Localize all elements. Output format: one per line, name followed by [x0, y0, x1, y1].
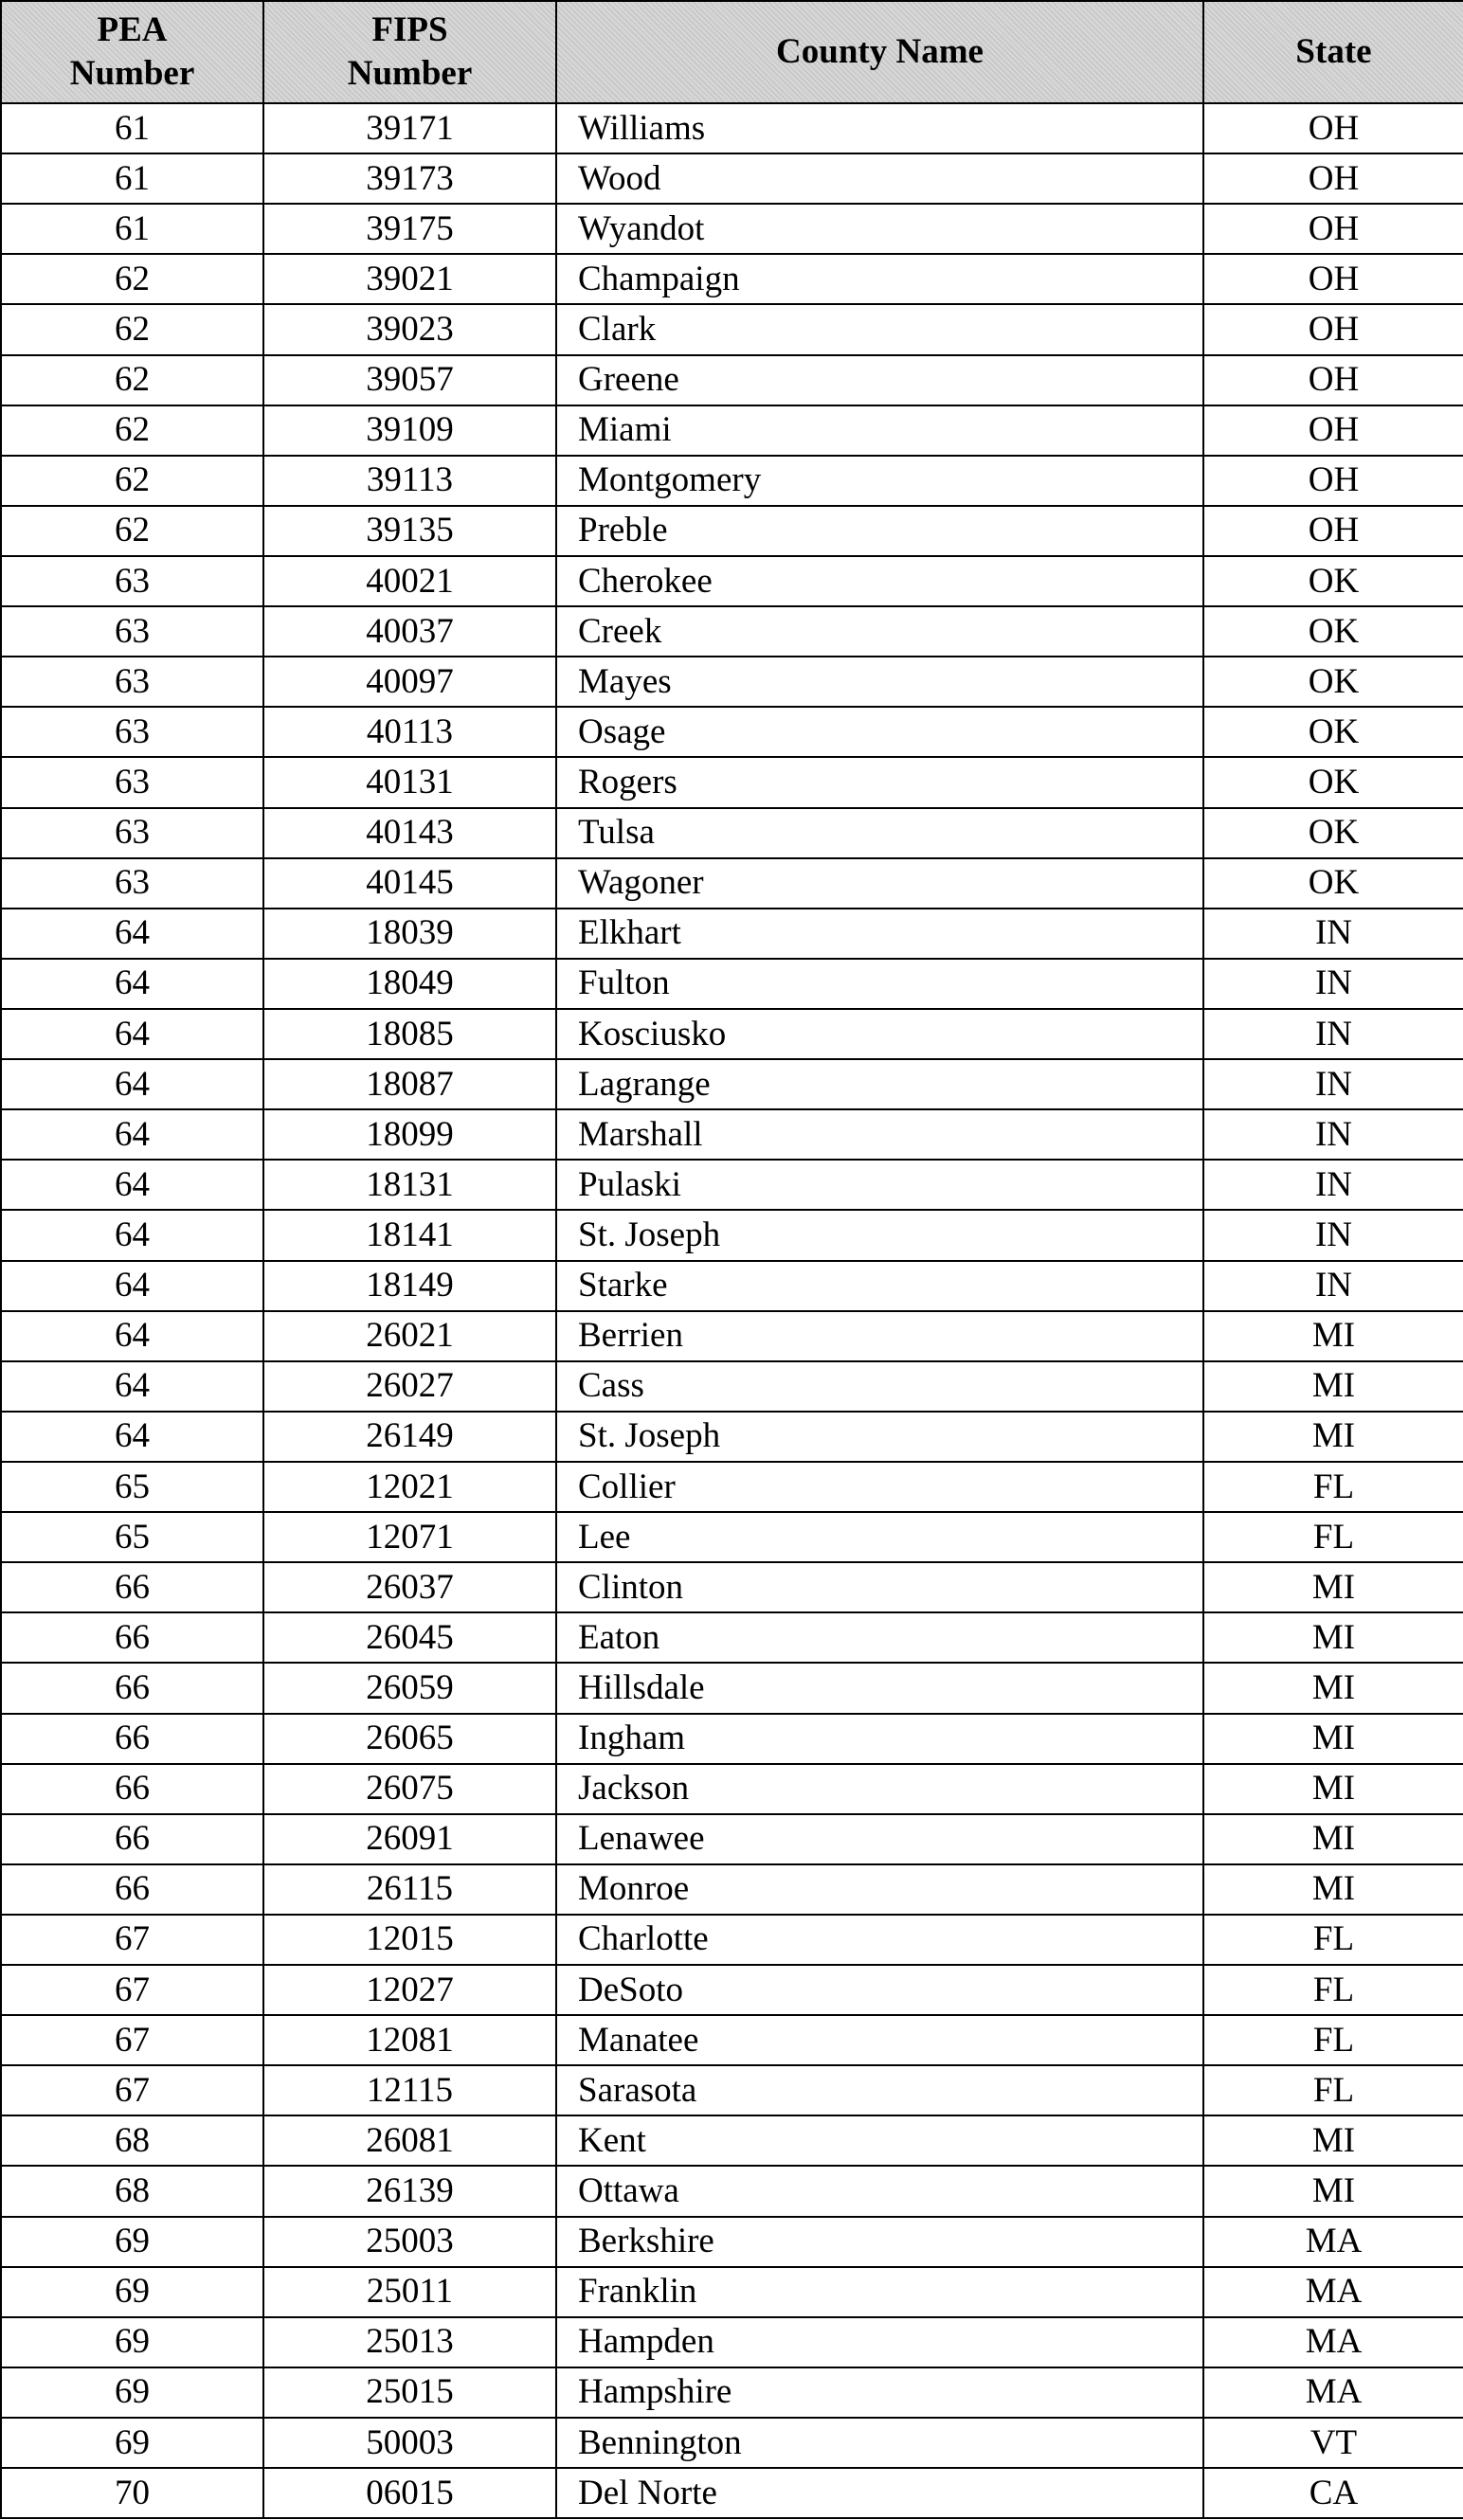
- pea-number-cell: 64: [1, 1160, 263, 1210]
- fips-number-cell: 18049: [263, 959, 556, 1009]
- table-row: [1, 1160, 1463, 1210]
- pea-number-cell: 62: [1, 355, 263, 405]
- pea-number-cell: 63: [1, 556, 263, 606]
- county-name-cell: Collier: [556, 1462, 1203, 1512]
- county-name-cell: Cherokee: [556, 556, 1203, 606]
- pea-number-cell: 65: [1, 1462, 263, 1512]
- state-cell: IN: [1203, 1009, 1463, 1059]
- county-name-cell: Lagrange: [556, 1059, 1203, 1109]
- fips-number-cell: 26115: [263, 1864, 556, 1915]
- county-name-cell: Del Norte: [556, 2468, 1203, 2518]
- state-cell: MI: [1203, 1663, 1463, 1713]
- fips-number-cell: 50003: [263, 2418, 556, 2468]
- county-name-cell: Wagoner: [556, 858, 1203, 909]
- county-name-cell: Ingham: [556, 1714, 1203, 1764]
- county-name-cell: Greene: [556, 355, 1203, 405]
- state-cell: OK: [1203, 808, 1463, 858]
- table-row: [1, 959, 1463, 1009]
- state-cell: MI: [1203, 1764, 1463, 1814]
- fips-number-cell: 26021: [263, 1311, 556, 1361]
- pea-number-cell: 62: [1, 254, 263, 304]
- county-name-cell: Berrien: [556, 1311, 1203, 1361]
- pea-number-cell: 64: [1, 1109, 263, 1160]
- state-cell: OH: [1203, 506, 1463, 556]
- table-row: [1, 2065, 1463, 2115]
- state-cell: OH: [1203, 304, 1463, 354]
- fips-number-cell: 26045: [263, 1612, 556, 1663]
- county-name-cell: Monroe: [556, 1864, 1203, 1915]
- state-cell: IN: [1203, 1210, 1463, 1260]
- table-row: [1, 1109, 1463, 1160]
- state-cell: OK: [1203, 556, 1463, 606]
- pea-number-cell: 62: [1, 405, 263, 456]
- county-name-cell: Hampden: [556, 2317, 1203, 2367]
- state-cell: MA: [1203, 2267, 1463, 2317]
- table-row: [1, 1612, 1463, 1663]
- table-row: [1, 1965, 1463, 2015]
- fips-number-cell: 40037: [263, 606, 556, 657]
- county-name-cell: Marshall: [556, 1109, 1203, 1160]
- table-row: [1, 1412, 1463, 1462]
- pea-number-cell: 66: [1, 1814, 263, 1864]
- pea-number-cell: 66: [1, 1562, 263, 1612]
- state-cell: MI: [1203, 1412, 1463, 1462]
- state-cell: OH: [1203, 405, 1463, 456]
- fips-number-cell: 26081: [263, 2115, 556, 2166]
- pea-number-cell: 64: [1, 1210, 263, 1260]
- county-name-cell: Hillsdale: [556, 1663, 1203, 1713]
- state-cell: FL: [1203, 1965, 1463, 2015]
- county-name-cell: Starke: [556, 1261, 1203, 1311]
- state-cell: IN: [1203, 1109, 1463, 1160]
- header-fips-sublabel: Number: [347, 54, 473, 93]
- county-name-cell: Clark: [556, 304, 1203, 354]
- state-cell: OK: [1203, 757, 1463, 807]
- pea-number-cell: 64: [1, 909, 263, 959]
- pea-number-cell: 63: [1, 757, 263, 807]
- county-name-cell: Fulton: [556, 959, 1203, 1009]
- state-cell: MA: [1203, 2367, 1463, 2418]
- state-cell: OK: [1203, 707, 1463, 757]
- header-pea-label: PEA: [97, 10, 168, 49]
- county-name-cell: Champaign: [556, 254, 1203, 304]
- fips-number-cell: 12015: [263, 1915, 556, 1965]
- fips-number-cell: 40113: [263, 707, 556, 757]
- table-row: [1, 1764, 1463, 1814]
- state-cell: FL: [1203, 1512, 1463, 1562]
- pea-number-cell: 63: [1, 858, 263, 909]
- pea-number-cell: 66: [1, 1612, 263, 1663]
- county-name-cell: Wyandot: [556, 204, 1203, 254]
- table-row: [1, 2115, 1463, 2166]
- fips-number-cell: 18087: [263, 1059, 556, 1109]
- table-row: [1, 757, 1463, 807]
- county-name-cell: Osage: [556, 707, 1203, 757]
- fips-number-cell: 40145: [263, 858, 556, 909]
- county-name-cell: Lenawee: [556, 1814, 1203, 1864]
- fips-number-cell: 39109: [263, 405, 556, 456]
- fips-number-cell: 18141: [263, 1210, 556, 1260]
- state-cell: IN: [1203, 959, 1463, 1009]
- pea-number-cell: 64: [1, 1261, 263, 1311]
- fips-number-cell: 40143: [263, 808, 556, 858]
- state-cell: CA: [1203, 2468, 1463, 2518]
- table-row: [1, 456, 1463, 506]
- fips-number-cell: 39171: [263, 103, 556, 153]
- fips-number-cell: 25015: [263, 2367, 556, 2418]
- county-name-cell: Tulsa: [556, 808, 1203, 858]
- state-cell: MI: [1203, 1361, 1463, 1412]
- table-row: [1, 355, 1463, 405]
- fips-number-cell: 12027: [263, 1965, 556, 2015]
- state-cell: OH: [1203, 456, 1463, 506]
- table-row: [1, 405, 1463, 456]
- fips-number-cell: 39057: [263, 355, 556, 405]
- fips-number-cell: 18099: [263, 1109, 556, 1160]
- table-row: [1, 506, 1463, 556]
- table-row: [1, 2166, 1463, 2216]
- state-cell: OK: [1203, 657, 1463, 707]
- state-cell: MI: [1203, 1714, 1463, 1764]
- pea-number-cell: 65: [1, 1512, 263, 1562]
- fips-number-cell: 39173: [263, 153, 556, 204]
- fips-number-cell: 26091: [263, 1814, 556, 1864]
- state-cell: MI: [1203, 2115, 1463, 2166]
- table-row: [1, 1714, 1463, 1764]
- table-row: [1, 1663, 1463, 1713]
- pea-number-cell: 67: [1, 2015, 263, 2065]
- table-row: [1, 858, 1463, 909]
- fips-number-cell: 25013: [263, 2317, 556, 2367]
- table-row: [1, 2015, 1463, 2065]
- table-row: [1, 808, 1463, 858]
- fips-number-cell: 26065: [263, 1714, 556, 1764]
- table-row: [1, 1562, 1463, 1612]
- fips-number-cell: 26149: [263, 1412, 556, 1462]
- state-cell: OK: [1203, 606, 1463, 657]
- county-name-cell: Cass: [556, 1361, 1203, 1412]
- county-name-cell: Elkhart: [556, 909, 1203, 959]
- county-name-cell: Pulaski: [556, 1160, 1203, 1210]
- pea-number-cell: 64: [1, 1311, 263, 1361]
- county-name-cell: DeSoto: [556, 1965, 1203, 2015]
- county-name-cell: Eaton: [556, 1612, 1203, 1663]
- fips-number-cell: 18131: [263, 1160, 556, 1210]
- table-row: [1, 2267, 1463, 2317]
- table-row: [1, 1059, 1463, 1109]
- table-row: [1, 556, 1463, 606]
- table-row: [1, 1512, 1463, 1562]
- pea-number-cell: 64: [1, 1412, 263, 1462]
- pea-number-cell: 62: [1, 304, 263, 354]
- pea-number-cell: 64: [1, 959, 263, 1009]
- pea-number-cell: 61: [1, 153, 263, 204]
- table-row: [1, 1311, 1463, 1361]
- county-name-cell: Bennington: [556, 2418, 1203, 2468]
- header-pea-number: [1, 1, 263, 103]
- header-fips-label: FIPS: [371, 10, 448, 49]
- pea-number-cell: 69: [1, 2267, 263, 2317]
- county-name-cell: Montgomery: [556, 456, 1203, 506]
- state-cell: VT: [1203, 2418, 1463, 2468]
- state-cell: MI: [1203, 1814, 1463, 1864]
- table-row: [1, 606, 1463, 657]
- state-cell: MI: [1203, 2166, 1463, 2216]
- fips-number-cell: 18039: [263, 909, 556, 959]
- pea-number-cell: 64: [1, 1059, 263, 1109]
- county-name-cell: Kent: [556, 2115, 1203, 2166]
- state-cell: MI: [1203, 1311, 1463, 1361]
- state-cell: FL: [1203, 1915, 1463, 1965]
- state-cell: MI: [1203, 1864, 1463, 1915]
- county-name-cell: Hampshire: [556, 2367, 1203, 2418]
- pea-number-cell: 61: [1, 103, 263, 153]
- fips-number-cell: 12115: [263, 2065, 556, 2115]
- pea-number-cell: 66: [1, 1864, 263, 1915]
- state-cell: FL: [1203, 2015, 1463, 2065]
- county-name-cell: Mayes: [556, 657, 1203, 707]
- county-name-cell: Manatee: [556, 2015, 1203, 2065]
- county-name-cell: St. Joseph: [556, 1412, 1203, 1462]
- pea-number-cell: 66: [1, 1663, 263, 1713]
- header-county-name: County Name: [556, 1, 1203, 103]
- header-pea-sublabel: Number: [69, 54, 195, 93]
- fips-number-cell: 39135: [263, 506, 556, 556]
- fips-number-cell: 06015: [263, 2468, 556, 2518]
- county-name-cell: Miami: [556, 405, 1203, 456]
- header-state: State: [1203, 1, 1463, 103]
- state-cell: MA: [1203, 2217, 1463, 2267]
- state-cell: MI: [1203, 1562, 1463, 1612]
- table-row: [1, 153, 1463, 204]
- fips-number-cell: 25011: [263, 2267, 556, 2317]
- county-name-cell: Charlotte: [556, 1915, 1203, 1965]
- fips-number-cell: 25003: [263, 2217, 556, 2267]
- county-name-cell: Kosciusko: [556, 1009, 1203, 1059]
- table-row: [1, 2418, 1463, 2468]
- table-body: [1, 103, 1463, 2518]
- state-cell: IN: [1203, 1059, 1463, 1109]
- pea-number-cell: 69: [1, 2367, 263, 2418]
- table-row: [1, 657, 1463, 707]
- county-name-cell: Jackson: [556, 1764, 1203, 1814]
- state-cell: IN: [1203, 909, 1463, 959]
- fips-number-cell: 40097: [263, 657, 556, 707]
- state-cell: FL: [1203, 1462, 1463, 1512]
- county-name-cell: Rogers: [556, 757, 1203, 807]
- table-row: [1, 707, 1463, 757]
- table-row: [1, 2367, 1463, 2418]
- pea-number-cell: 67: [1, 2065, 263, 2115]
- county-name-cell: St. Joseph: [556, 1210, 1203, 1260]
- fips-number-cell: 12081: [263, 2015, 556, 2065]
- table-row: [1, 1864, 1463, 1915]
- pea-number-cell: 61: [1, 204, 263, 254]
- table-row: [1, 103, 1463, 153]
- county-name-cell: Franklin: [556, 2267, 1203, 2317]
- county-name-cell: Ottawa: [556, 2166, 1203, 2216]
- state-cell: OH: [1203, 103, 1463, 153]
- pea-number-cell: 69: [1, 2317, 263, 2367]
- table-row: [1, 1261, 1463, 1311]
- fips-number-cell: 40131: [263, 757, 556, 807]
- fips-number-cell: 26027: [263, 1361, 556, 1412]
- county-name-cell: Lee: [556, 1512, 1203, 1562]
- county-name-cell: Sarasota: [556, 2065, 1203, 2115]
- state-cell: OH: [1203, 254, 1463, 304]
- state-cell: IN: [1203, 1261, 1463, 1311]
- table-row: [1, 304, 1463, 354]
- pea-number-cell: 64: [1, 1009, 263, 1059]
- county-name-cell: Wood: [556, 153, 1203, 204]
- state-cell: IN: [1203, 1160, 1463, 1210]
- fips-number-cell: 12071: [263, 1512, 556, 1562]
- fips-number-cell: 18085: [263, 1009, 556, 1059]
- state-cell: MA: [1203, 2317, 1463, 2367]
- pea-number-cell: 66: [1, 1764, 263, 1814]
- table-row: [1, 1814, 1463, 1864]
- fips-number-cell: 39113: [263, 456, 556, 506]
- county-name-cell: Creek: [556, 606, 1203, 657]
- fips-number-cell: 26059: [263, 1663, 556, 1713]
- county-name-cell: Williams: [556, 103, 1203, 153]
- fips-number-cell: 18149: [263, 1261, 556, 1311]
- table-row: [1, 1210, 1463, 1260]
- table-row: [1, 1915, 1463, 1965]
- pea-number-cell: 66: [1, 1714, 263, 1764]
- fips-number-cell: 40021: [263, 556, 556, 606]
- table-row: [1, 2468, 1463, 2518]
- pea-number-cell: 63: [1, 657, 263, 707]
- pea-number-cell: 63: [1, 808, 263, 858]
- state-cell: FL: [1203, 2065, 1463, 2115]
- state-cell: OK: [1203, 858, 1463, 909]
- fips-number-cell: 39021: [263, 254, 556, 304]
- table-row: [1, 1361, 1463, 1412]
- table-row: [1, 254, 1463, 304]
- fips-number-cell: 12021: [263, 1462, 556, 1512]
- fips-number-cell: 26139: [263, 2166, 556, 2216]
- state-cell: MI: [1203, 1612, 1463, 1663]
- fips-number-cell: 39023: [263, 304, 556, 354]
- pea-number-cell: 69: [1, 2418, 263, 2468]
- fips-number-cell: 26075: [263, 1764, 556, 1814]
- pea-number-cell: 67: [1, 1915, 263, 1965]
- table-row: [1, 1462, 1463, 1512]
- county-name-cell: Berkshire: [556, 2217, 1203, 2267]
- table-header: [1, 1, 1463, 103]
- header-row: [1, 1, 1463, 103]
- pea-number-cell: 64: [1, 1361, 263, 1412]
- table-row: [1, 2317, 1463, 2367]
- fips-number-cell: 39175: [263, 204, 556, 254]
- table-row: [1, 909, 1463, 959]
- county-name-cell: Clinton: [556, 1562, 1203, 1612]
- state-cell: OH: [1203, 153, 1463, 204]
- pea-number-cell: 62: [1, 456, 263, 506]
- header-fips-number: [263, 1, 556, 103]
- state-cell: OH: [1203, 355, 1463, 405]
- pea-number-cell: 62: [1, 506, 263, 556]
- pea-number-cell: 63: [1, 606, 263, 657]
- county-name-cell: Preble: [556, 506, 1203, 556]
- pea-number-cell: 63: [1, 707, 263, 757]
- state-cell: OH: [1203, 204, 1463, 254]
- pea-number-cell: 70: [1, 2468, 263, 2518]
- table-row: [1, 1009, 1463, 1059]
- pea-number-cell: 68: [1, 2166, 263, 2216]
- table-row: [1, 204, 1463, 254]
- pea-number-cell: 69: [1, 2217, 263, 2267]
- fips-number-cell: 26037: [263, 1562, 556, 1612]
- pea-number-cell: 68: [1, 2115, 263, 2166]
- pea-number-cell: 67: [1, 1965, 263, 2015]
- table-row: [1, 2217, 1463, 2267]
